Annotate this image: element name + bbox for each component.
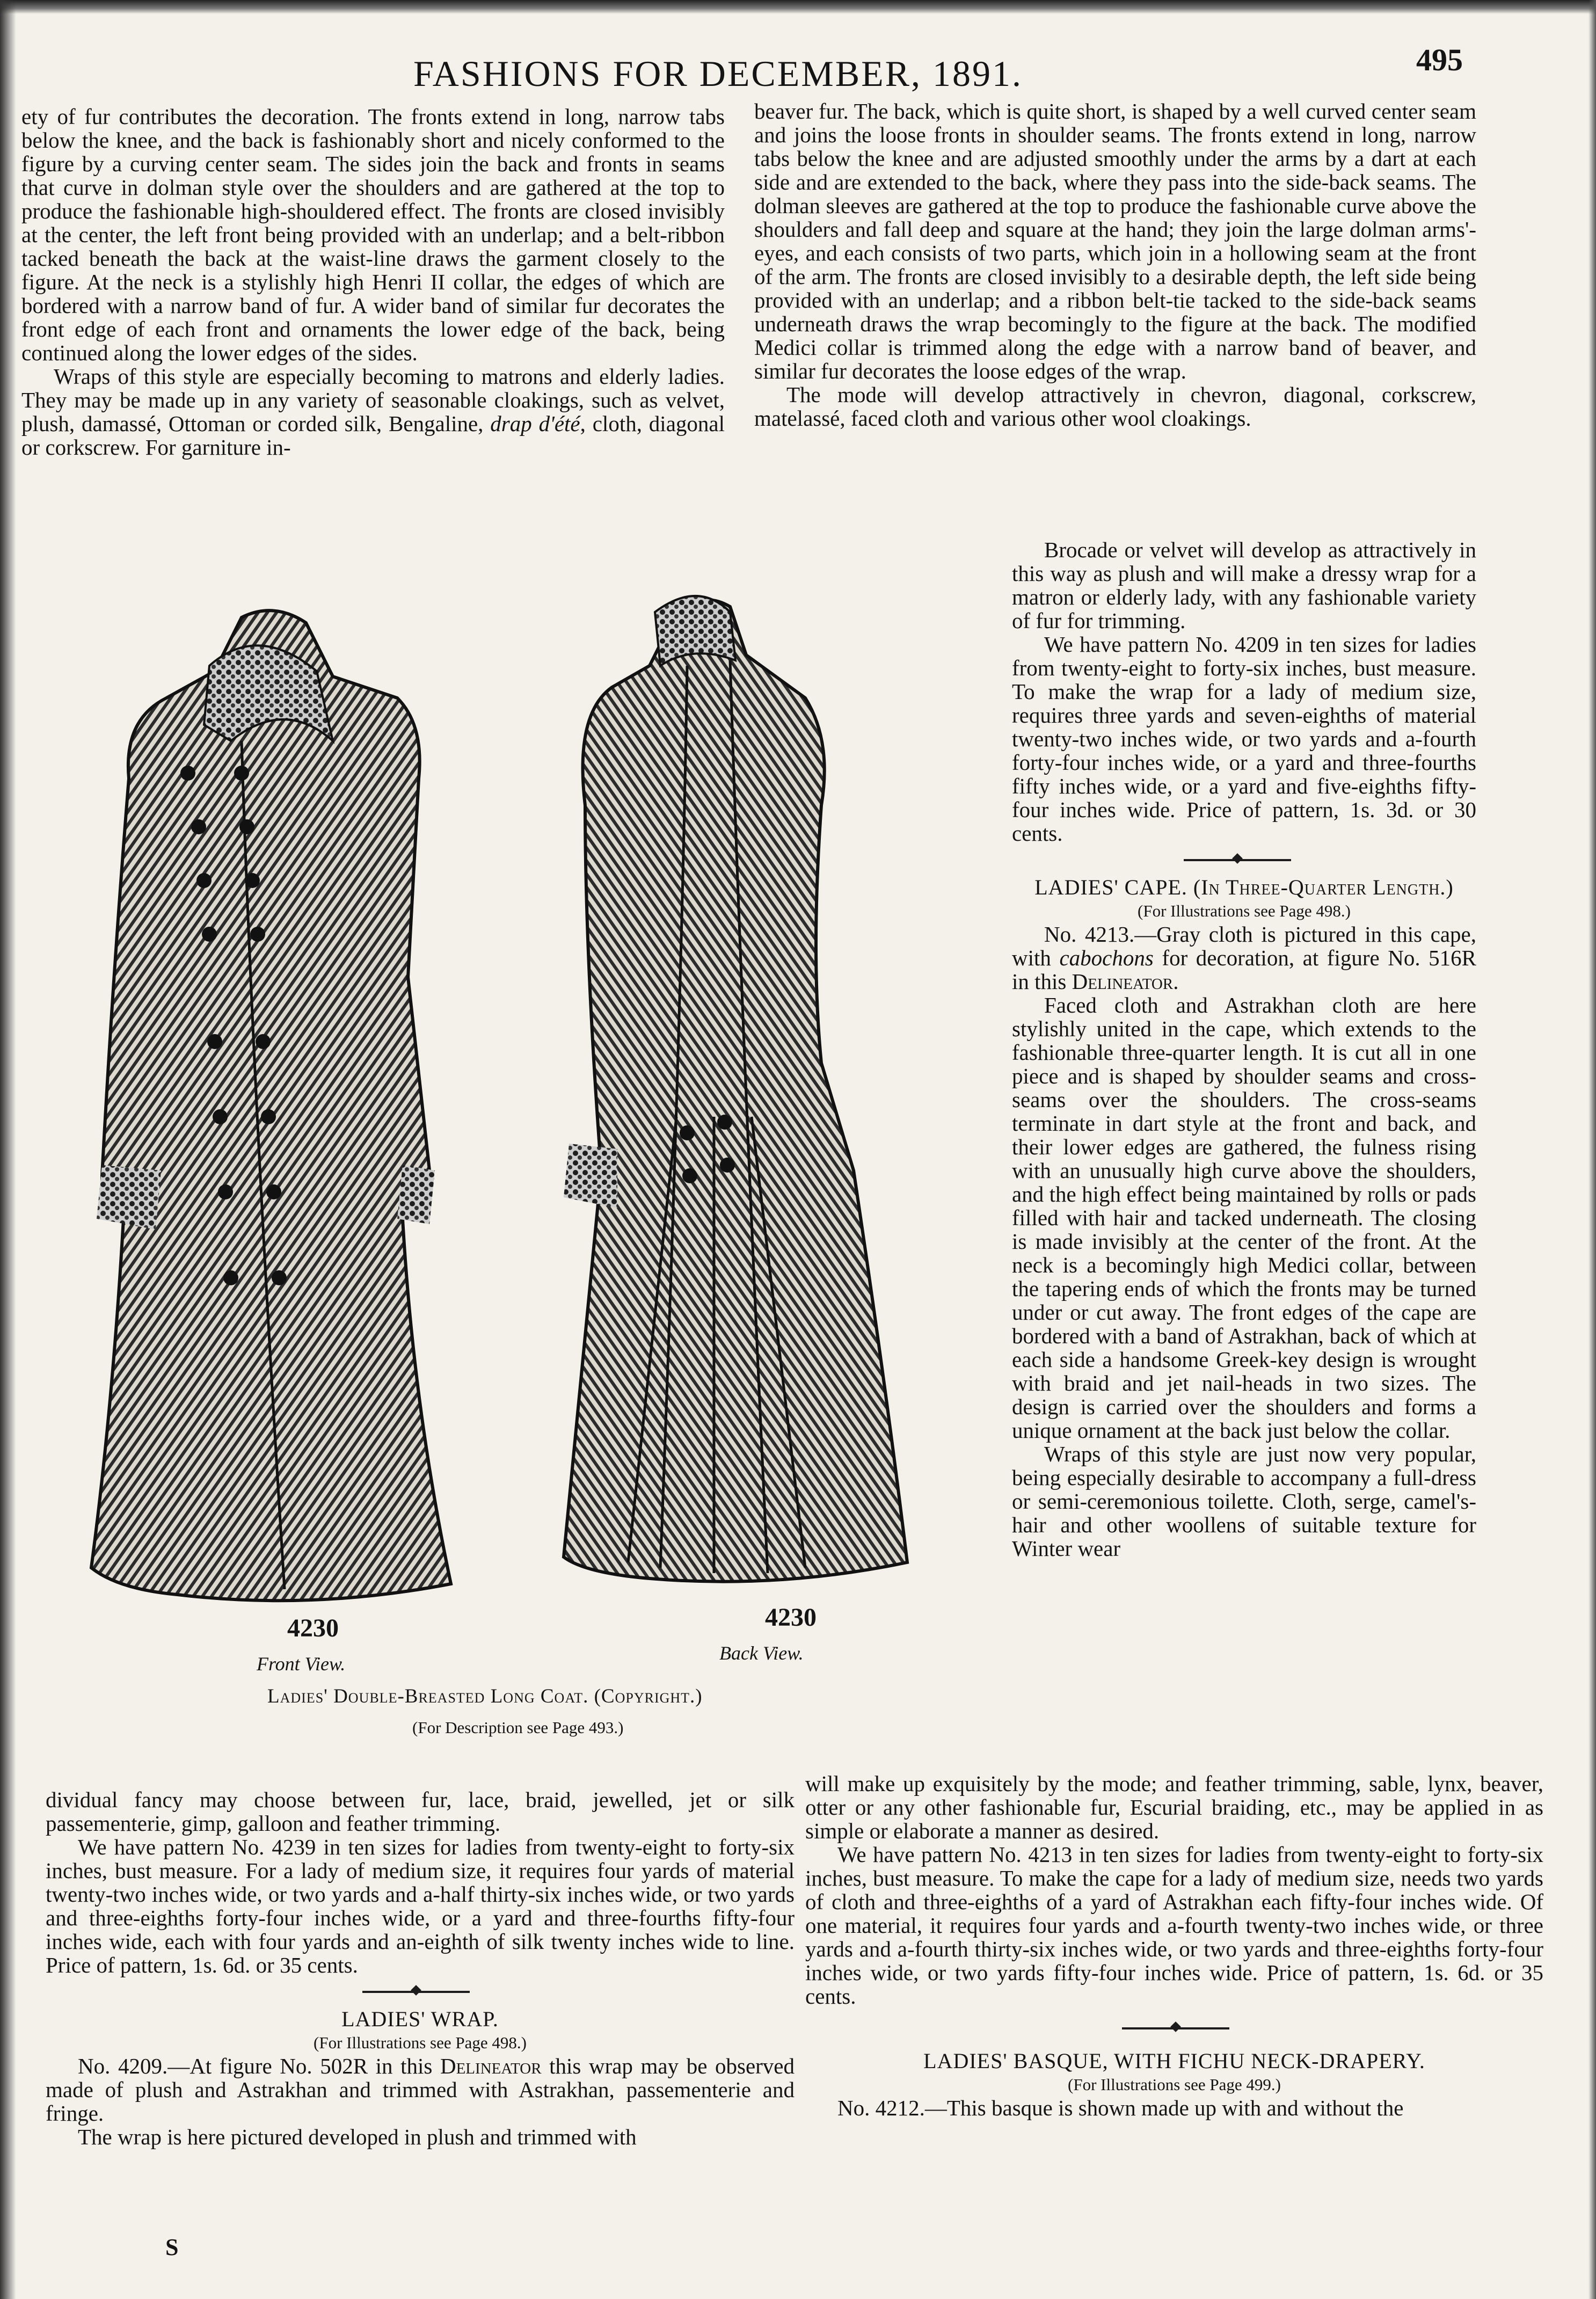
paragraph: Faced cloth and Astrakhan cloth are here stylishly united in the cape, which extends to the fashionable three-quarter length. It is cut all in one piece and is shaped by shoulder seams and cross-seams over the shoulders. The cross-seams terminate in dart style at the front and back, and their lower edges are gathered, the fulness rising with an unusually high curve above the shoulders, and the high effect being maintained by rolls or pads filled with hair and tacked underneath. The closing is made invisibly at the center of the front. At the neck is a becomingly high Medici collar, between the tapering ends of which the fronts may be turned under or cut away. The front edges of the cape are bordered with a band of Astrakhan, back of which at each side a handsome Greek-key design is wrought with braid and jet nail-heads in two sizes. The design is carried over the shoulders and forms a unique ornament at the back just below the collar.: [1012, 993, 1476, 1443]
paragraph: will make up exquisitely by the mode; and feather trimming, sable, lynx, beaver, otter or any other fashionable fur, Escurial braiding, etc., may be applied in as simple or elaborate a manner as desired.: [805, 1771, 1543, 1843]
figure-caption-sub: (For Description see Page 493.): [412, 1718, 624, 1737]
paragraph: No. 4209.—At figure No. 502R in this Delineator this wrap may be observed made of plush and Astrakhan and trimmed with Astrakhan, passementerie and fringe.: [46, 2054, 795, 2126]
back-view-label: Back View.: [719, 1642, 804, 1664]
bottom-left-column: [46, 1788, 795, 2149]
section-subheading: (For Illustrations see Page 498.): [1138, 901, 1351, 920]
figure-caption: Ladies' Double-Breasted Long Coat. (Copyright.): [267, 1685, 703, 1707]
paragraph: No. 4213.—Gray cloth is pictured in this cape, with cabochons for decoration, at figure No. 516R in this Delineator.: [1012, 922, 1477, 994]
paragraph: We have pattern No. 4239 in ten sizes for ladies from twenty-eight to forty-six inches, bust measure. For a lady of medium size, it requires four yards of material twenty-two inches wide, or two yards and a-half thirty-six inches wide, or two yards and three-eighths forty-four inches wide, or a yard and three-fourths fifty-four inches wide, each with four yards and an-eighth of silk twenty inches wide to line. Price of pattern, 1s. 6d. or 35 cents.: [46, 1835, 795, 1977]
left-column-top: [21, 105, 725, 459]
paragraph: The mode will develop attractively in chevron, diagonal, corkscrew, matelassé, faced cloth and various other wool cloakings.: [754, 382, 1476, 431]
scan-right-edge: [1588, 0, 1596, 2299]
paragraph: No. 4212.—This basque is shown made up with and without the: [837, 2096, 1404, 2120]
page-number: 495: [1416, 42, 1463, 77]
paragraph: The wrap is here pictured developed in plush and trimmed with: [78, 2125, 637, 2149]
scan-top-edge: [0, 0, 1596, 14]
section-divider: [362, 1991, 470, 1993]
section-divider: [1184, 859, 1291, 861]
bottom-right-column: [805, 1772, 1543, 2120]
paragraph: Wraps of this style are just now very popular, being especially desirable to accompany a full-dress or semi-ceremonious toilette. Cloth, serge, camel's-hair and other woollens of suitable texture for Winter wear: [1012, 1442, 1476, 1561]
section-subheading: (For Illustrations see Page 498.): [314, 2033, 527, 2052]
section-divider: [1122, 2027, 1229, 2029]
running-title: FASHIONS FOR DECEMBER, 1891.: [413, 53, 1023, 94]
section-heading-basque: LADIES' BASQUE, WITH FICHU NECK-DRAPERY.: [923, 2049, 1425, 2073]
section-subheading: (For Illustrations see Page 499.): [1068, 2075, 1281, 2094]
signature-mark: S: [165, 2234, 179, 2260]
paragraph: beaver fur. The back, which is quite short, is shaped by a well curved center seam and joins the loose fronts in shoulder seams. The fronts extend in long, narrow tabs below the knee and are adjusted smoothly under the arms by a dart at each side and are extended to the back, where they pass into the side-back seams. The dolman sleeves are gathered at the top to produce the fashionable curve above the shoulders and fall deep and square at the hand; they join the large dolman arms'-eyes, and each consists of two parts, which join in a hollowing seam at the front of the arm. The fronts are closed invisibly to a desirable depth, the left side being provided with an underlap; and a ribbon belt-tie tacked to the side-back seams underneath draws the wrap becomingly to the figure at the back. The modified Medici collar is trimmed along the edge with a narrow band of beaver, and similar fur decorates the loose edges of the wrap.: [754, 99, 1476, 383]
paragraph: We have pattern No. 4209 in ten sizes for ladies from twenty-eight to forty-six inches, bust measure. To make the wrap for a lady of medium size, requires three yards and seven-eighths of material twenty-two inches wide, or two yards and a-fourth forty-four inches wide, or a yard and three-fourths fifty inches wide, or a yard and five-eighths fifty-four inches wide. Price of pattern, 1s. 3d. or 30 cents.: [1012, 632, 1476, 846]
paragraph: ety of fur contributes the decoration. The fronts extend in long, narrow tabs below the knee, and the back is fashionably short and nicely conformed to the figure by a curving center seam. The sides join the back and fronts in seams that curve in dolman style over the shoulders and are gathered at the top to produce the fashionable high-shouldered effect. The fronts are closed invisibly at the center, the left front being provided with an underlap; and a belt-ribbon tacked beneath the back at the waist-line draws the garment closely to the figure. At the neck is a stylishly high Henri II collar, the edges of which are bordered with a narrow band of fur. A wider band of similar fur decorates the front edge of each front and ornaments the lower edge of the back, being continued along the lower edges of the sides.: [21, 104, 725, 365]
front-view-label: Front View.: [257, 1653, 346, 1675]
front-view-coat-illustration: [81, 601, 467, 1611]
middle-column-top: [754, 99, 1476, 430]
paragraph: We have pattern No. 4213 in ten sizes for ladies from twenty-eight to forty-six inches, bust measure. To make the cape for a lady of medium size, needs two yards of cloth and three-eighths of a yard of Astrakhan each fifty-four inches wide. Of one material, it requires four yards and a-fourth twenty-two inches wide, or three yards and a-fourth thirty-six inches wide, or two yards and three-eighths forty-four inches wide, or two yards fifty-four inches wide. Price of pattern, 1s. 6d. or 35 cents.: [805, 1842, 1543, 2009]
section-heading-cape: LADIES' CAPE. (In Three-Quarter Length.): [1034, 875, 1454, 899]
front-figure-number: 4230: [287, 1614, 339, 1642]
back-figure-number: 4230: [765, 1603, 817, 1632]
section-heading-wrap: LADIES' WRAP.: [341, 2007, 499, 2031]
scan-left-edge: [0, 0, 16, 2299]
paragraph: Brocade or velvet will develop as attractively in this way as plush and will make a dressy wrap for a matron or elderly lady, with any fashionable variety of fur for trimming.: [1012, 537, 1476, 633]
paragraph: Wraps of this style are especially becoming to matrons and elderly ladies. They may be made up in any variety of seasonable cloakings, such as velvet, plush, damassé, Ottoman or corded silk, Bengaline, drap d'été, cloth, diagonal or corkscrew. For garniture in-: [21, 364, 725, 460]
back-view-coat-illustration: [553, 580, 939, 1589]
paragraph: dividual fancy may choose between fur, lace, braid, jewelled, jet or silk passementerie, gimp, galloon and feather trimming.: [46, 1787, 795, 1836]
right-column: [1012, 538, 1476, 1560]
